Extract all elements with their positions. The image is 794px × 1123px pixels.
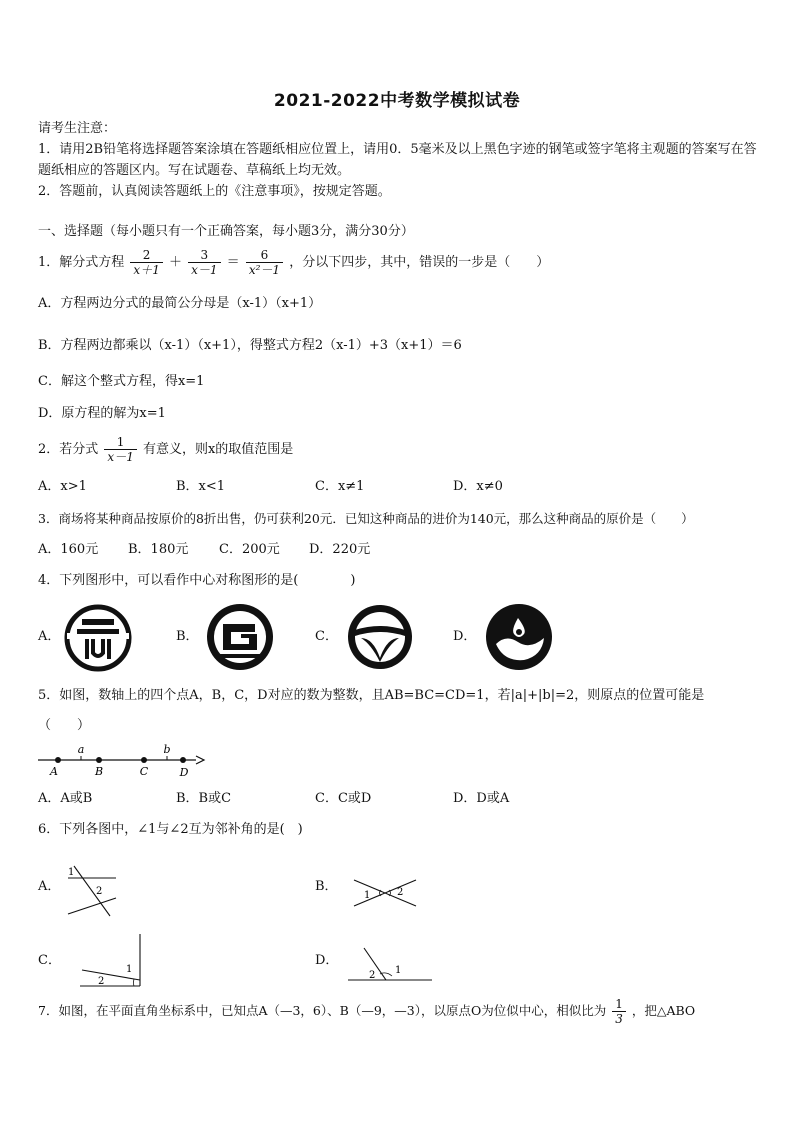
q6-option-c-label[interactable]: C． <box>38 953 61 968</box>
logo-b-icon[interactable] <box>205 602 275 672</box>
point-c-label: C <box>139 765 149 778</box>
q1-option-d[interactable]: D．原方程的解为x=1 <box>38 406 166 421</box>
question-5-stem: 5．如图，数轴上的四个点A，B，C，D对应的数为整数，且AB=BC=CD=1，若|a|+|b|=2，则原点的位置可能是 <box>38 688 705 703</box>
question-3-stem: 3．商场将某种商品按原价的8折出售，仍可获利20元．已知这种商品的进价为140元，那么这种商品的原价是（ ） <box>38 511 694 526</box>
point-c-dot <box>141 757 147 763</box>
exam-title: 2021-2022中考数学模拟试卷 <box>273 91 521 111</box>
question-5-paren: （ ） <box>38 718 91 733</box>
q2-option-a[interactable]: A．x>1 <box>38 479 87 494</box>
angle-figure-a[interactable] <box>60 860 120 920</box>
q7-suffix: ，把△ABO <box>631 1003 696 1018</box>
angle-figure-d[interactable] <box>344 944 436 984</box>
mark-b-label: b <box>163 743 171 756</box>
angle-figure-b[interactable] <box>350 874 420 910</box>
q2-option-b[interactable]: B．x<1 <box>176 479 226 494</box>
q7-prefix: 7．如图，在平面直角坐标系中，已知点A（—3，6）、B（—9，—3），以原点O为位似中心，相似比为 <box>38 1003 607 1018</box>
q4-option-c-label[interactable]: C． <box>315 629 338 644</box>
angle-1-label: 1 <box>364 890 371 901</box>
angle-1-label: 1 <box>395 965 402 976</box>
q2-suffix: 有意义，则x的取值范围是 <box>142 442 294 457</box>
q1-equals: ＝ <box>226 255 240 270</box>
q6-option-a-label[interactable]: A． <box>38 879 61 894</box>
q5-option-b[interactable]: B．B或C <box>176 791 232 806</box>
question-6-stem: 6．下列各图中，∠1与∠2互为邻补角的是( ) <box>38 822 303 837</box>
q5-option-a[interactable]: A．A或B <box>38 791 93 806</box>
q3-option-a[interactable]: A．160元 <box>38 542 99 557</box>
q1-prefix: 1．解分式方程 <box>38 255 125 270</box>
angle-2-label: 2 <box>369 970 376 981</box>
q6-option-d-label[interactable]: D． <box>315 953 339 968</box>
q1-suffix: ，分以下四步，其中，错误的一步是（ ） <box>289 255 550 270</box>
question-4-stem: 4．下列图形中，可以看作中心对称图形的是( ) <box>38 573 356 588</box>
q1-option-b[interactable]: B．方程两边都乘以（x-1）（x+1），得整式方程2（x-1）+3（x+1）＝6 <box>38 338 462 353</box>
notice-item-1: 1．请用2B铅笔将选择题答案涂填在答题纸相应位置上，请用0．5毫米及以上黑色字迹的钢笔或签字笔将主观题的答案写在答题纸相应的答题区内。写在试题卷、草稿纸上均无效。 <box>38 142 757 178</box>
number-line-figure <box>36 740 206 780</box>
q4-option-d-label[interactable]: D． <box>453 629 477 644</box>
point-d-label: D <box>179 766 189 779</box>
q2-fraction: $\frac{1}{x-1}$ <box>104 435 136 464</box>
section-heading: 一、选择题（每小题只有一个正确答案，每小题3分，满分30分） <box>38 224 414 239</box>
mark-a-label: a <box>77 743 85 756</box>
q5-option-c[interactable]: C．C或D <box>315 791 372 806</box>
q2-option-c[interactable]: C．x≠1 <box>315 479 365 494</box>
question-1-stem <box>38 245 549 281</box>
point-d-dot <box>180 757 186 763</box>
point-b-label: B <box>94 765 104 778</box>
q1-fraction-1: $\frac{2}{x+1}$ <box>130 248 162 277</box>
question-2-stem <box>38 432 293 468</box>
notice-item-2: 2．答题前，认真阅读答题纸上的《注意事项》，按规定答题。 <box>38 184 391 199</box>
q3-option-c[interactable]: C．200元 <box>219 542 280 557</box>
angle-2-label: 2 <box>98 976 105 987</box>
question-7-stem <box>38 993 695 1029</box>
q1-option-c[interactable]: C．解这个整式方程，得x=1 <box>38 374 205 389</box>
angle-2-label: 2 <box>397 887 404 898</box>
q4-option-a-label[interactable]: A． <box>38 629 61 644</box>
point-a-dot <box>55 757 61 763</box>
q5-option-d[interactable]: D．D或A <box>453 791 510 806</box>
q6-option-b-label[interactable]: B． <box>315 879 338 894</box>
angle-2-label: 2 <box>96 886 103 897</box>
point-b-dot <box>96 757 102 763</box>
q7-fraction: $\frac{1}{3}$ <box>612 997 626 1026</box>
q1-fraction-2: $\frac{3}{x-1}$ <box>188 248 220 277</box>
q2-prefix: 2．若分式 <box>38 442 99 457</box>
q4-option-b-label[interactable]: B． <box>176 629 199 644</box>
angle-1-label: 1 <box>126 964 133 975</box>
point-a-label: A <box>50 765 58 778</box>
logo-a-icon[interactable] <box>63 603 133 673</box>
q1-plus: ＋ <box>168 255 182 270</box>
q1-fraction-3: $\frac{6}{\text{x²－1}}$ <box>246 248 283 277</box>
q3-option-d[interactable]: D．220元 <box>309 542 371 557</box>
angle-1-label: 1 <box>68 867 75 878</box>
notice-heading: 请考生注意： <box>38 121 117 136</box>
q2-option-d[interactable]: D．x≠0 <box>453 479 503 494</box>
logo-d-icon[interactable] <box>484 602 554 672</box>
axis-arrow-icon <box>196 756 204 764</box>
logo-c-icon[interactable] <box>345 602 415 672</box>
angle-figure-c[interactable] <box>76 930 148 988</box>
q1-option-a[interactable]: A．方程两边分式的最简公分母是（x-1）（x+1） <box>38 296 322 311</box>
q3-option-b[interactable]: B．180元 <box>128 542 189 557</box>
